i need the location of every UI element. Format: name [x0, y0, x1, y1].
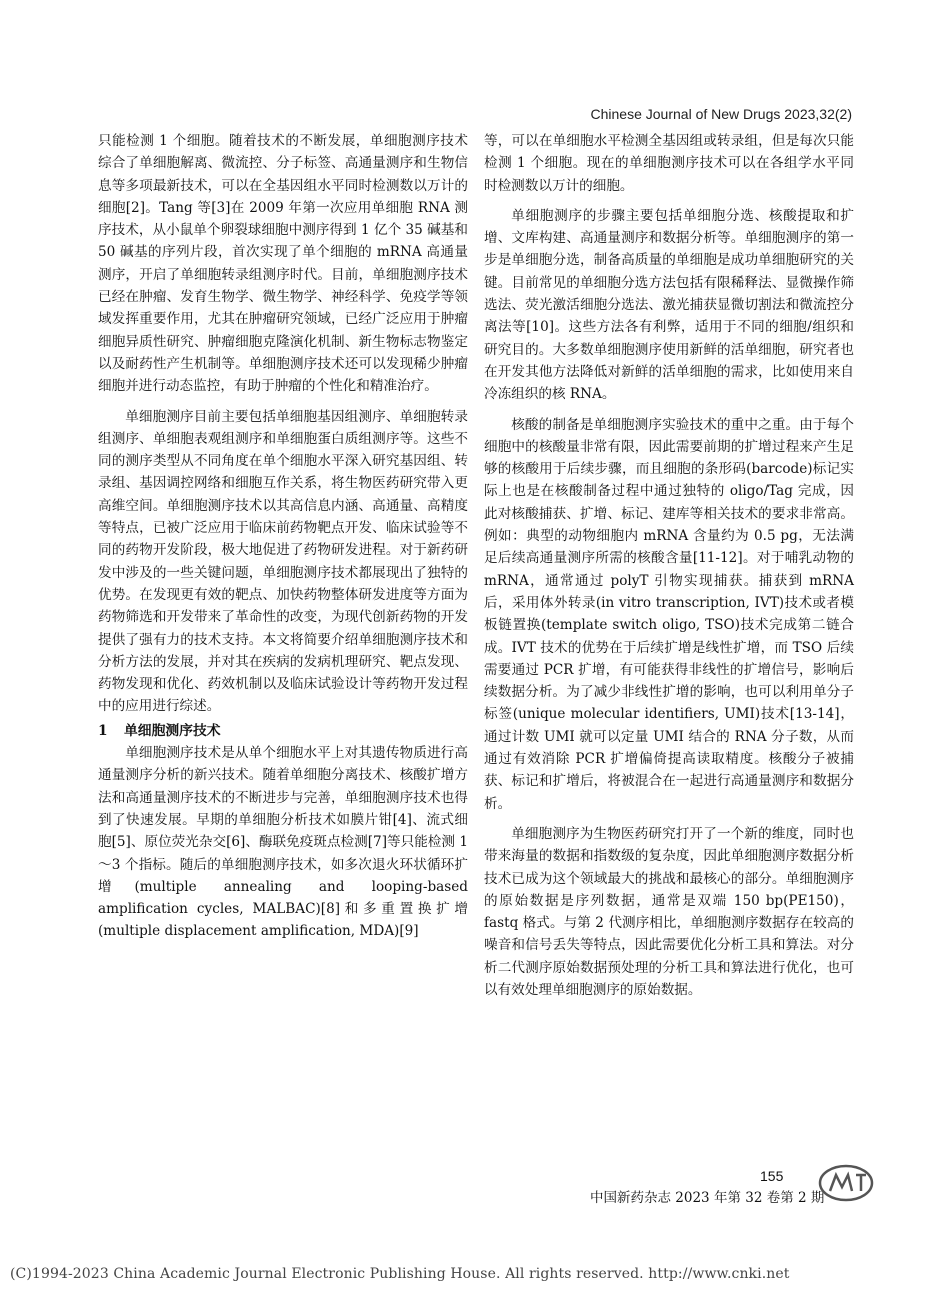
- footer-journal-line: 中国新药杂志 2023 年第 32 卷第 2 期: [590, 1190, 825, 1206]
- journal-logo-icon: [818, 1163, 874, 1203]
- paragraph: 只能检测 1 个细胞。随着技术的不断发展，单细胞测序技术综合了单细胞解离、微流控、分子标签、高通量测序和生物信息等多项最新技术，可以在全基因组水平同时检测数以万计的细胞[2]。Tang 等[3]在 2009 年第一次应用单细胞 RNA 测序技术，从小鼠单个卵裂球细胞中测序得到 1 亿个 35 碱基和 50 碱基的序列片段，首次实现了单个细胞的 mRNA 高通量测序，开启了单细胞转录组测序时代。目前，单细胞测序技术已经在肿瘤、发育生物学、微生物学、神经科学、免疫学等领域发挥重要作用，尤其在肿瘤研究领域，已经广泛应用于肿瘤细胞异质性研究、肿瘤细胞克隆演化机制、新生物标志物鉴定以及耐药性产生机制等。单细胞测序技术还可以发现稀少肿瘤细胞并进行动态监控，有助于肿瘤的个性化和精准治疗。: [98, 133, 468, 395]
- section-number: 1: [98, 722, 108, 739]
- page-number: 155: [760, 1168, 784, 1184]
- right-column: [484, 130, 854, 1001]
- copyright-line: (C)1994-2023 China Academic Journal Electronic Publishing House. All rights reserved. http://www.cnki.net: [10, 1266, 790, 1282]
- section-heading: [98, 720, 468, 742]
- left-column: [98, 130, 468, 943]
- running-head: Chinese Journal of New Drugs 2023,32(2): [590, 106, 852, 122]
- section-title: 单细胞测序技术: [124, 722, 221, 739]
- paragraph: 单细胞测序的步骤主要包括单细胞分选、核酸提取和扩增、文库构建、高通量测序和数据分析等。单细胞测序的第一步是单细胞分选，制备高质量的单细胞是成功单细胞研究的关键。目前常见的单细胞分选方法包括有限稀释法、显微操作筛选法、荧光激活细胞分选法、激光捕获显微切割法和微流控分离法等[10]。这些方法各有利弊，适用于不同的细胞/组织和研究目的。大多数单细胞测序使用新鲜的活单细胞，研究者也在开发其他方法降低对新鲜的活单细胞的需求，比如使用来自冷冻组织的核 RNA。: [484, 207, 854, 403]
- paragraph: 等，可以在单细胞水平检测全基因组或转录组，但是每次只能检测 1 个细胞。现在的单细胞测序技术可以在各组学水平同时检测数以万计的细胞。: [484, 133, 854, 194]
- paragraph: 单细胞测序技术是从单个细胞水平上对其遗传物质进行高通量测序分析的新兴技术。随着单细胞分离技术、核酸扩增方法和高通量测序技术的不断进步与完善，单细胞测序技术也得到了快速发展。早期的单细胞分析技术如膜片钳[4]、流式细胞[5]、原位荧光杂交[6]、酶联免疫斑点检测[7]等只能检测 1～3 个指标。随后的单细胞测序技术，如多次退火环状循环扩增(multiple annealing and looping-based amplification cycles, MALBAC)[8]和多重置换扩增(multiple displacement amplification, MDA)[9]: [98, 745, 468, 940]
- paragraph: 单细胞测序为生物医药研究打开了一个新的维度，同时也带来海量的数据和指数级的复杂度，因此单细胞测序数据分析技术已成为这个领域最大的挑战和最核心的部分。单细胞测序的原始数据是序列数据，通常是双端 150 bp(PE150)，fastq 格式。与第 2 代测序相比，单细胞测序数据存在较高的噪音和信号丢失等特点，因此需要优化分析工具和算法。对分析二代测序原始数据预处理的分析工具和算法进行优化，也可以有效处理单细胞测序的原始数据。: [484, 825, 854, 998]
- paragraph: 核酸的制备是单细胞测序实验技术的重中之重。由于每个细胞中的核酸量非常有限，因此需要前期的扩增过程来产生足够的核酸用于后续步骤，而且细胞的条形码(barcode)标记实际上也是在核酸制备过程中通过独特的 oligo/Tag 完成，因此对核酸捕获、扩增、标记、建库等相关技术的要求非常高。例如：典型的动物细胞内 mRNA 含量约为 0.5 pg，无法满足后续高通量测序所需的核酸含量[11-12]。对于哺乳动物的 mRNA，通常通过 polyT 引物实现捕获。捕获到 mRNA 后，采用体外转录(in vitro transcription, IVT)技术或者模板链置换(template switch oligo, TSO)技术完成第二链合成。IVT 技术的优势在于后续扩增是线性扩增，而 TSO 后续需要通过 PCR 扩增，有可能获得非线性的扩增信号，影响后续数据分析。为了减少非线性扩增的影响，也可以利用单分子标签(unique molecular identifiers, UMI)技术[13-14]，通过计数 UMI 就可以定量 UMI 结合的 RNA 分子数，从而通过有效消除 PCR 扩增偏倚提高读取精度。核酸分子被捕获、标记和扩增后，将被混合在一起进行高通量测序和数据分析。: [484, 416, 854, 812]
- paragraph: 单细胞测序目前主要包括单细胞基因组测序、单细胞转录组测序、单细胞表观组测序和单细胞蛋白质组测序等。这些不同的测序类型从不同角度在单个细胞水平深入研究基因组、转录组、基因调控网络和细胞互作关系，将生物医药研究带入更高维空间。单细胞测序技术以其高信息内涵、高通量、高精度等特点，已被广泛应用于临床前药物靶点开发、临床试验等不同的药物开发阶段，极大地促进了药物研发进程。对于新药研发中涉及的一些关键问题，单细胞测序技术都展现出了独特的优势。在发现更有效的靶点、加快药物整体研发进度等方面为药物筛选和开发带来了革命性的改变，为现代创新药物的开发提供了强有力的技术支持。本文将简要介绍单细胞测序技术和分析方法的发展，并对其在疾病的发病机理研究、靶点发现、药物发现和优化、药效机制以及临床试验设计等药物开发过程中的应用进行综述。: [98, 408, 468, 715]
